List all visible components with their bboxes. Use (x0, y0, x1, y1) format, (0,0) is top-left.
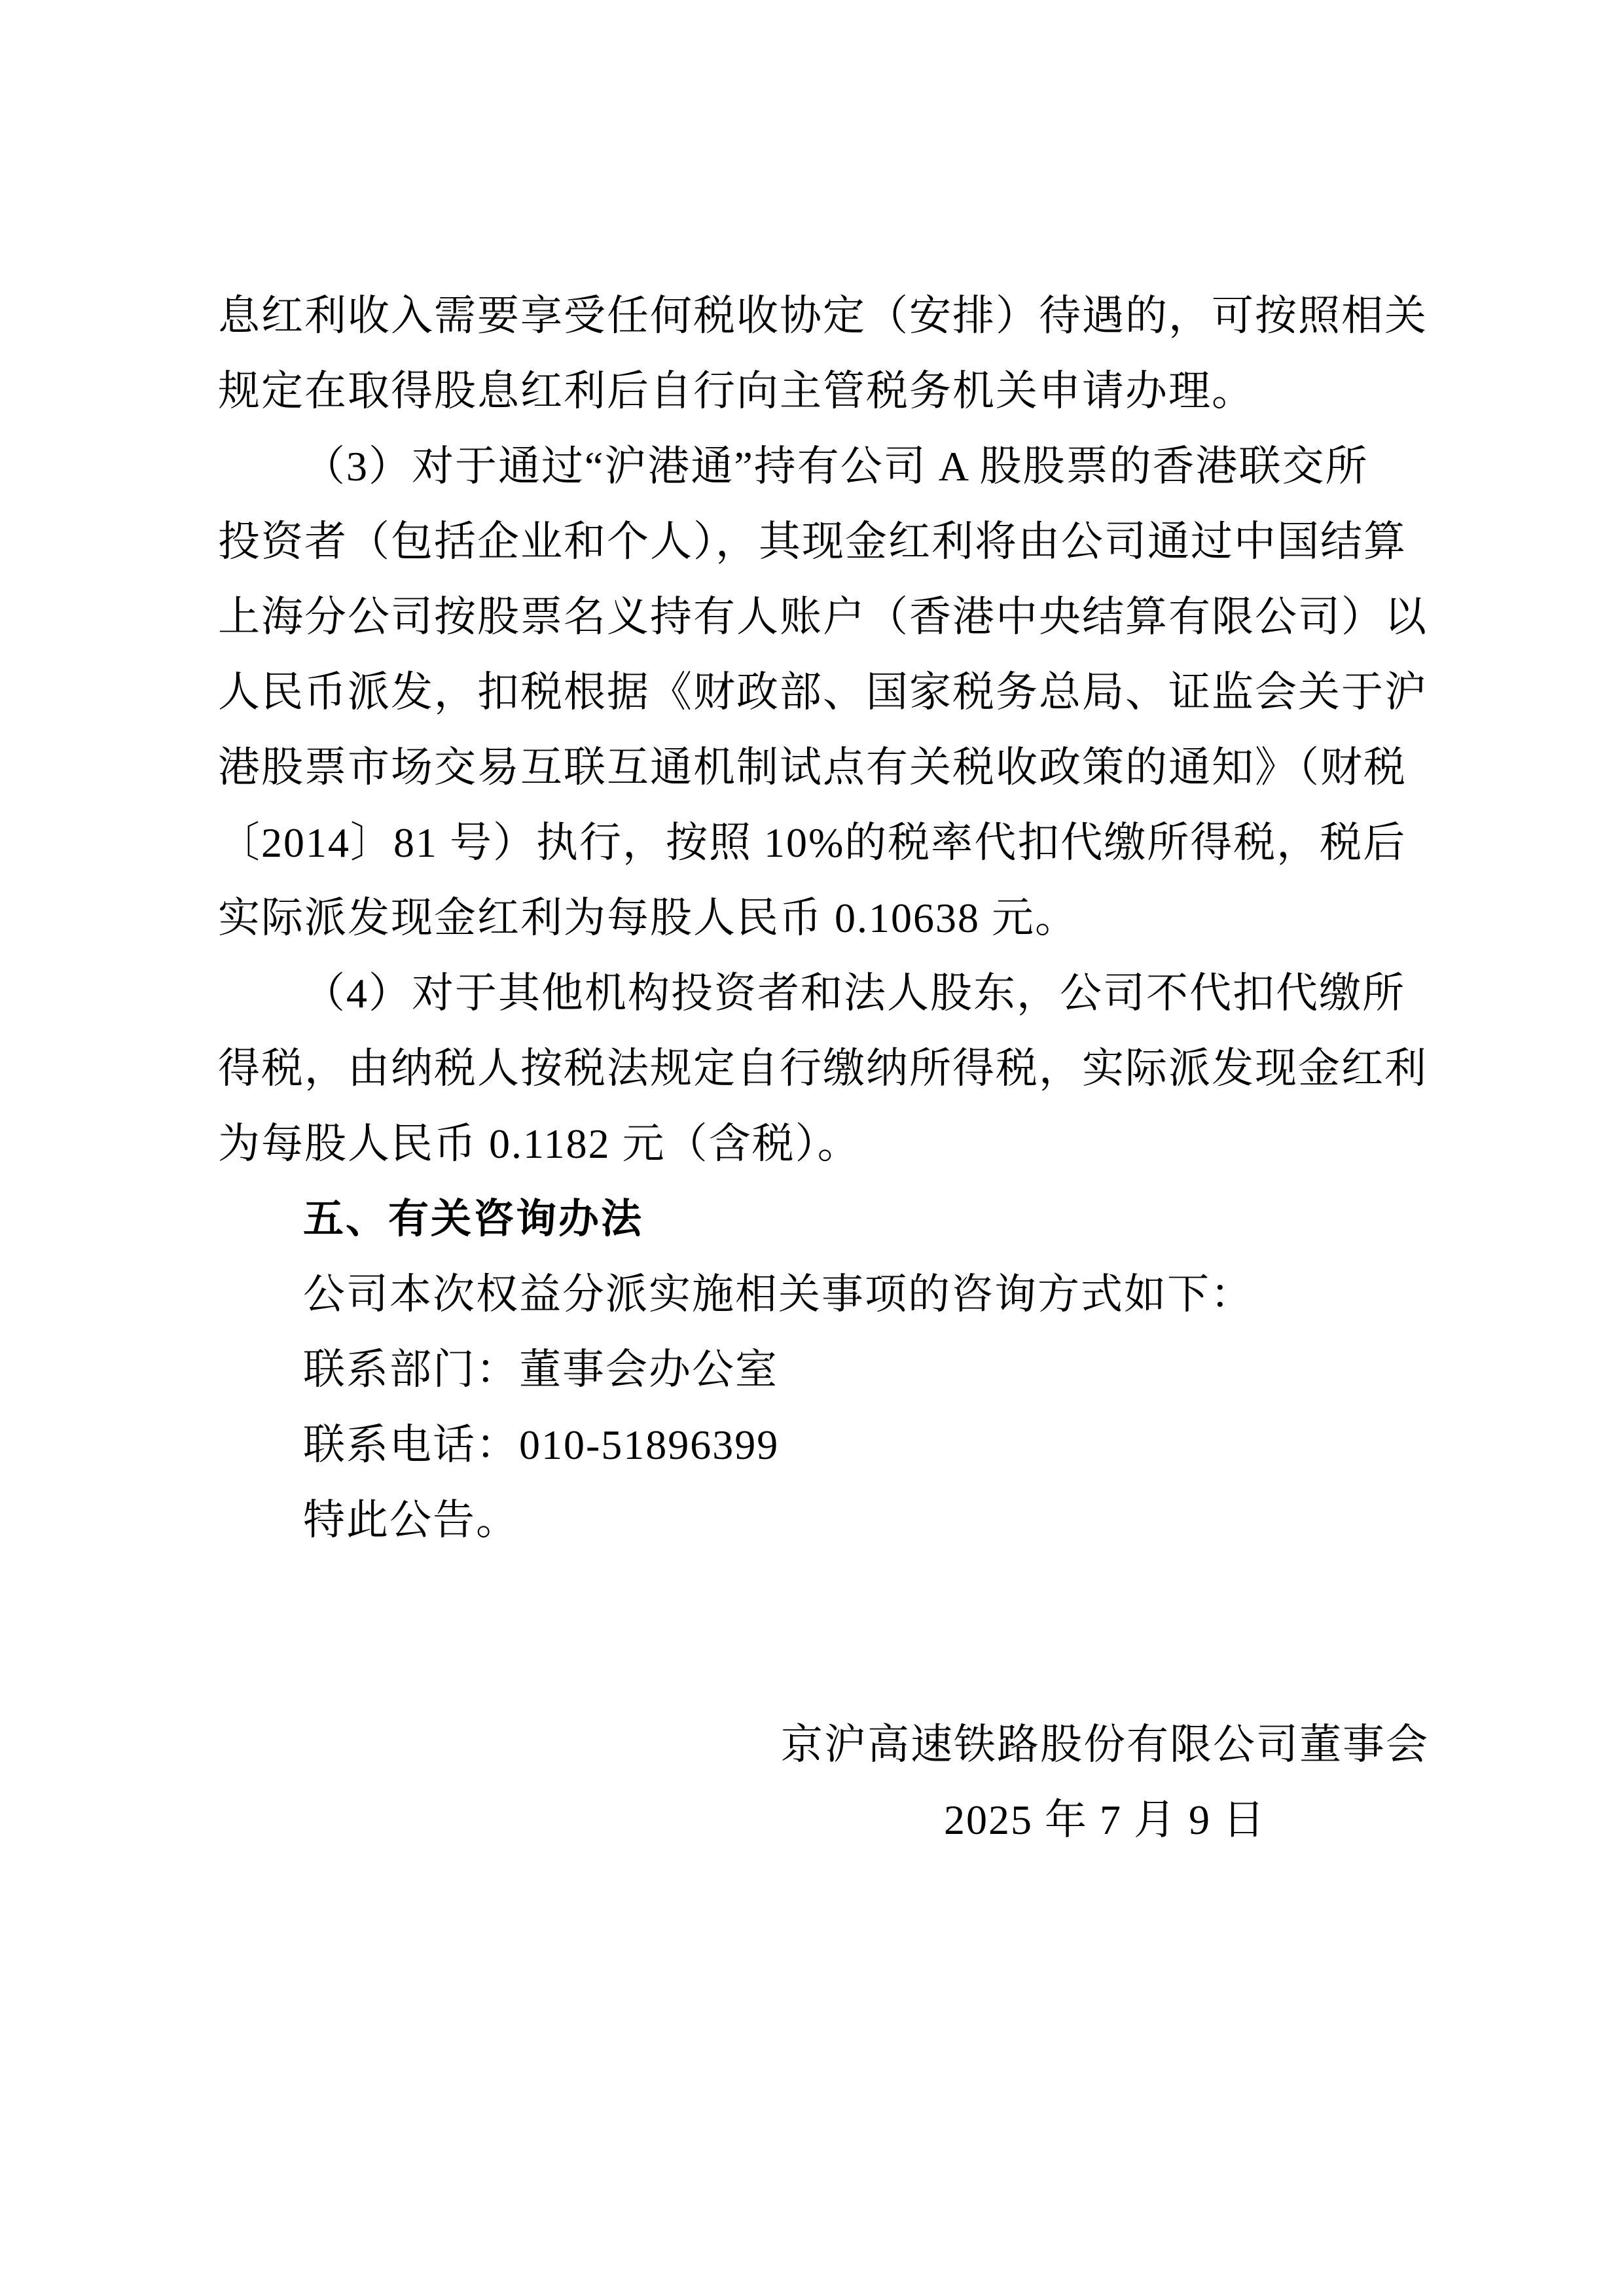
text-line: 〔2014〕81 号）执行，按照 10%的税率代扣代缴所得税，税后 (218, 819, 1407, 866)
text-line: 实际派发现金红利为每股人民币 0.10638 元。 (218, 895, 1078, 941)
text-line: （4）对于其他机构投资者和法人股东，公司不代扣代缴所 (303, 970, 1405, 1016)
text-line: 人民币派发，扣税根据《财政部、国家税务总局、证监会关于沪 (218, 669, 1428, 715)
signature-block (781, 1707, 1429, 1857)
text-line: 息红利收入需要享受任何税收协定（安排）待遇的，可按照相关 (218, 293, 1428, 339)
text-line: 为每股人民币 0.1182 元（含税）。 (218, 1121, 861, 1167)
text-line: 港股票市场交易互联互通机制试点有关税收政策的通知》（财税 (218, 744, 1407, 791)
text-line: 规定在取得股息红利后自行向主管税务机关申请办理。 (218, 368, 1255, 414)
text-line: （3）对于通过“沪港通”持有公司 A 股股票的香港联交所 (303, 443, 1369, 490)
text-line: 联系电话：010-51896399 (303, 1422, 780, 1468)
document-body (218, 278, 1428, 1558)
signature-company: 京沪高速铁路股份有限公司董事会 (781, 1721, 1429, 1768)
section-heading: 五、有关咨询办法 (303, 1196, 644, 1242)
text-line: 联系部门：董事会办公室 (303, 1346, 778, 1393)
text-line: 公司本次权益分派实施相关事项的咨询方式如下： (303, 1271, 1254, 1318)
text-line: 得税，由纳税人按税法规定自行缴纳所得税，实际派发现金红利 (218, 1045, 1428, 1092)
signature-date: 2025 年 7 月 9 日 (944, 1797, 1266, 1843)
text-line: 上海分公司按股票名义持有人账户（香港中央结算有限公司）以 (218, 594, 1428, 640)
text-line: 特此公告。 (303, 1497, 519, 1543)
text-line: 投资者（包括企业和个人），其现金红利将由公司通过中国结算 (218, 518, 1407, 565)
